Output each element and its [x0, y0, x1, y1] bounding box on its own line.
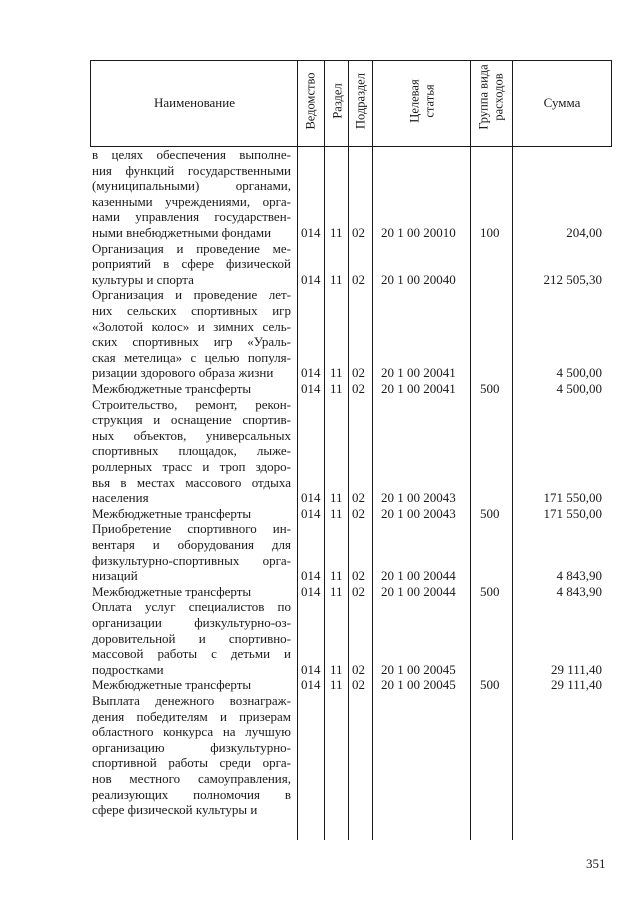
cell-tselevaya: 20 1 00 20040 — [381, 271, 456, 287]
cell-vedomstvo: 014 — [301, 271, 321, 287]
row-name-line: ских спортивных игр «Ураль- — [92, 334, 291, 350]
cell-tselevaya: 20 1 00 20045 — [381, 677, 456, 693]
row-name-line: Выплата денежного вознаграж- — [92, 693, 291, 708]
cell-tselevaya: 20 1 00 20041 — [381, 365, 456, 381]
cell-razdel: 11 — [330, 365, 343, 381]
col-divider-name — [297, 60, 298, 840]
cell-podrazdel: 02 — [352, 365, 365, 381]
header-tselevaya-line1: Целевая — [407, 79, 422, 123]
row-name-line: Организация и проведение лет- — [92, 287, 291, 303]
row-name-line: спортивной работы среди орга- — [92, 755, 291, 771]
cell-podrazdel: 02 — [352, 490, 365, 506]
header-tselevaya-line2: статья — [422, 84, 437, 118]
row-name-line: культуры и спорта — [92, 271, 194, 287]
row-name-line: Организация и проведение ме- — [92, 240, 291, 256]
cell-tselevaya: 20 1 00 20043 — [381, 490, 456, 506]
cell-summa: 4 843,90 — [556, 568, 602, 584]
cell-vedomstvo: 014 — [301, 505, 321, 521]
header-name: Наименование — [154, 95, 235, 110]
cell-summa: 4 500,00 — [556, 365, 602, 381]
cell-summa: 29 111,40 — [550, 661, 602, 677]
row-name-line: роллерных трасс и троп здоро- — [92, 459, 291, 474]
cell-podrazdel: 02 — [352, 583, 365, 599]
cell-vedomstvo: 014 — [301, 490, 321, 506]
cell-gruppa: 500 — [480, 505, 500, 521]
header-summa: Сумма — [543, 95, 581, 110]
row-name-line: ния функций государственными — [92, 162, 291, 178]
header-bottom-border — [90, 146, 612, 147]
table-right-border — [611, 60, 612, 146]
cell-razdel: 11 — [330, 505, 343, 521]
cell-podrazdel: 02 — [352, 505, 365, 521]
row-name-line: них сельских спортивных игр — [92, 303, 291, 318]
header-podrazdel: Подраздел — [353, 73, 368, 129]
table-top-border — [90, 60, 612, 61]
cell-podrazdel: 02 — [352, 271, 365, 287]
cell-gruppa: 500 — [480, 677, 500, 693]
cell-summa: 204,00 — [566, 225, 602, 240]
col-divider-gruppa — [512, 60, 513, 840]
cell-tselevaya: 20 1 00 20044 — [381, 568, 456, 584]
cell-razdel: 11 — [330, 677, 343, 693]
cell-gruppa: 500 — [480, 381, 500, 396]
col-divider-razdel — [348, 60, 349, 840]
row-name-line: нов местного самоуправления, — [92, 771, 291, 786]
cell-podrazdel: 02 — [352, 568, 365, 584]
row-name-line: Приобретение спортивного ин- — [92, 521, 291, 537]
row-name-line: физкультурно-спортивных орга- — [92, 552, 291, 568]
col-divider-tselevaya — [470, 60, 471, 840]
cell-razdel: 11 — [330, 381, 343, 396]
cell-summa: 212 505,30 — [543, 271, 602, 287]
row-name-line: ными внебюджетными фондами — [92, 225, 272, 240]
row-name-line: низаций — [92, 568, 138, 584]
row-name-line: областного конкурса на лучшую — [92, 724, 291, 740]
page-number: 351 — [586, 856, 606, 871]
cell-razdel: 11 — [330, 661, 343, 677]
cell-vedomstvo: 014 — [301, 225, 321, 240]
row-name-line: Межбюджетные трансферты — [92, 505, 252, 521]
cell-vedomstvo: 014 — [301, 661, 321, 677]
row-name-line: доровительной и спортивно- — [92, 630, 291, 646]
row-name-line: вья в местах массового отдыха — [92, 474, 291, 490]
cell-tselevaya: 20 1 00 20045 — [381, 661, 456, 677]
cell-summa: 171 550,00 — [543, 490, 602, 506]
header-razdel: Раздел — [330, 83, 345, 119]
row-name-line: подростками — [92, 661, 164, 677]
cell-summa: 4 500,00 — [556, 381, 602, 396]
row-name-line: реализующих полномочия в — [92, 786, 291, 802]
row-name-line: спортивных площадок, лыже- — [92, 443, 291, 459]
row-name-line: Межбюджетные трансферты — [92, 677, 252, 693]
row-name-line: ризации здорового образа жизни — [92, 365, 274, 381]
row-name-line: организации физкультурно-оз- — [92, 615, 291, 630]
cell-gruppa: 500 — [480, 583, 500, 599]
cell-vedomstvo: 014 — [301, 365, 321, 381]
col-divider-ved — [324, 60, 325, 840]
cell-podrazdel: 02 — [352, 225, 365, 240]
row-name-line: «Золотой колос» и зимних сель- — [92, 318, 291, 334]
row-name-line: вентаря и оборудования для — [92, 537, 291, 552]
cell-tselevaya: 20 1 00 20043 — [381, 505, 456, 521]
header-vedomstvo: Ведомство — [303, 72, 318, 130]
row-name-line: струкция и оснащение спортив- — [92, 412, 291, 428]
cell-podrazdel: 02 — [352, 677, 365, 693]
row-name-line: роприятий в сфере физической — [92, 256, 291, 272]
row-name-line: ных объектов, универсальных — [92, 427, 291, 443]
cell-razdel: 11 — [330, 225, 343, 240]
cell-razdel: 11 — [330, 271, 343, 287]
cell-summa: 29 111,40 — [550, 677, 602, 693]
cell-summa: 171 550,00 — [543, 505, 602, 521]
cell-razdel: 11 — [330, 568, 343, 584]
cell-podrazdel: 02 — [352, 381, 365, 396]
row-name-line: сфере физической культуры и — [92, 802, 258, 818]
row-name-line: Строительство, ремонт, рекон- — [92, 396, 291, 412]
cell-gruppa: 100 — [480, 225, 500, 240]
row-name-line: населения — [92, 490, 149, 506]
cell-razdel: 11 — [330, 490, 343, 506]
cell-vedomstvo: 014 — [301, 568, 321, 584]
cell-razdel: 11 — [330, 583, 343, 599]
cell-summa: 4 843,90 — [556, 583, 602, 599]
row-name-line: массовой работы с детьми и — [92, 646, 291, 662]
cell-tselevaya: 20 1 00 20010 — [381, 225, 456, 240]
row-name-line: нами управления государствен- — [92, 209, 291, 225]
cell-tselevaya: 20 1 00 20044 — [381, 583, 456, 599]
cell-vedomstvo: 014 — [301, 583, 321, 599]
cell-vedomstvo: 014 — [301, 677, 321, 693]
row-name-line: организацию физкультурно- — [92, 739, 291, 755]
table-left-border — [90, 60, 91, 146]
row-name-line: Межбюджетные трансферты — [92, 381, 252, 396]
row-name-line: Оплата услуг специалистов по — [92, 599, 291, 615]
header-gruppa-line1: Группа вида — [476, 64, 491, 130]
cell-podrazdel: 02 — [352, 661, 365, 677]
row-name-line: ская метелица» с целью популя- — [92, 349, 291, 365]
row-name-line: (муниципальными) органами, — [92, 178, 291, 194]
row-name-line: в целях обеспечения выполне- — [92, 147, 291, 162]
cell-vedomstvo: 014 — [301, 381, 321, 396]
row-name-line: дения победителям и призерам — [92, 708, 291, 724]
cell-tselevaya: 20 1 00 20041 — [381, 381, 456, 396]
row-name-line: казенными учреждениями, орга- — [92, 193, 291, 209]
row-name-line: Межбюджетные трансферты — [92, 583, 252, 599]
col-divider-podrazdel — [372, 60, 373, 840]
header-gruppa-line2: расходов — [491, 73, 506, 121]
